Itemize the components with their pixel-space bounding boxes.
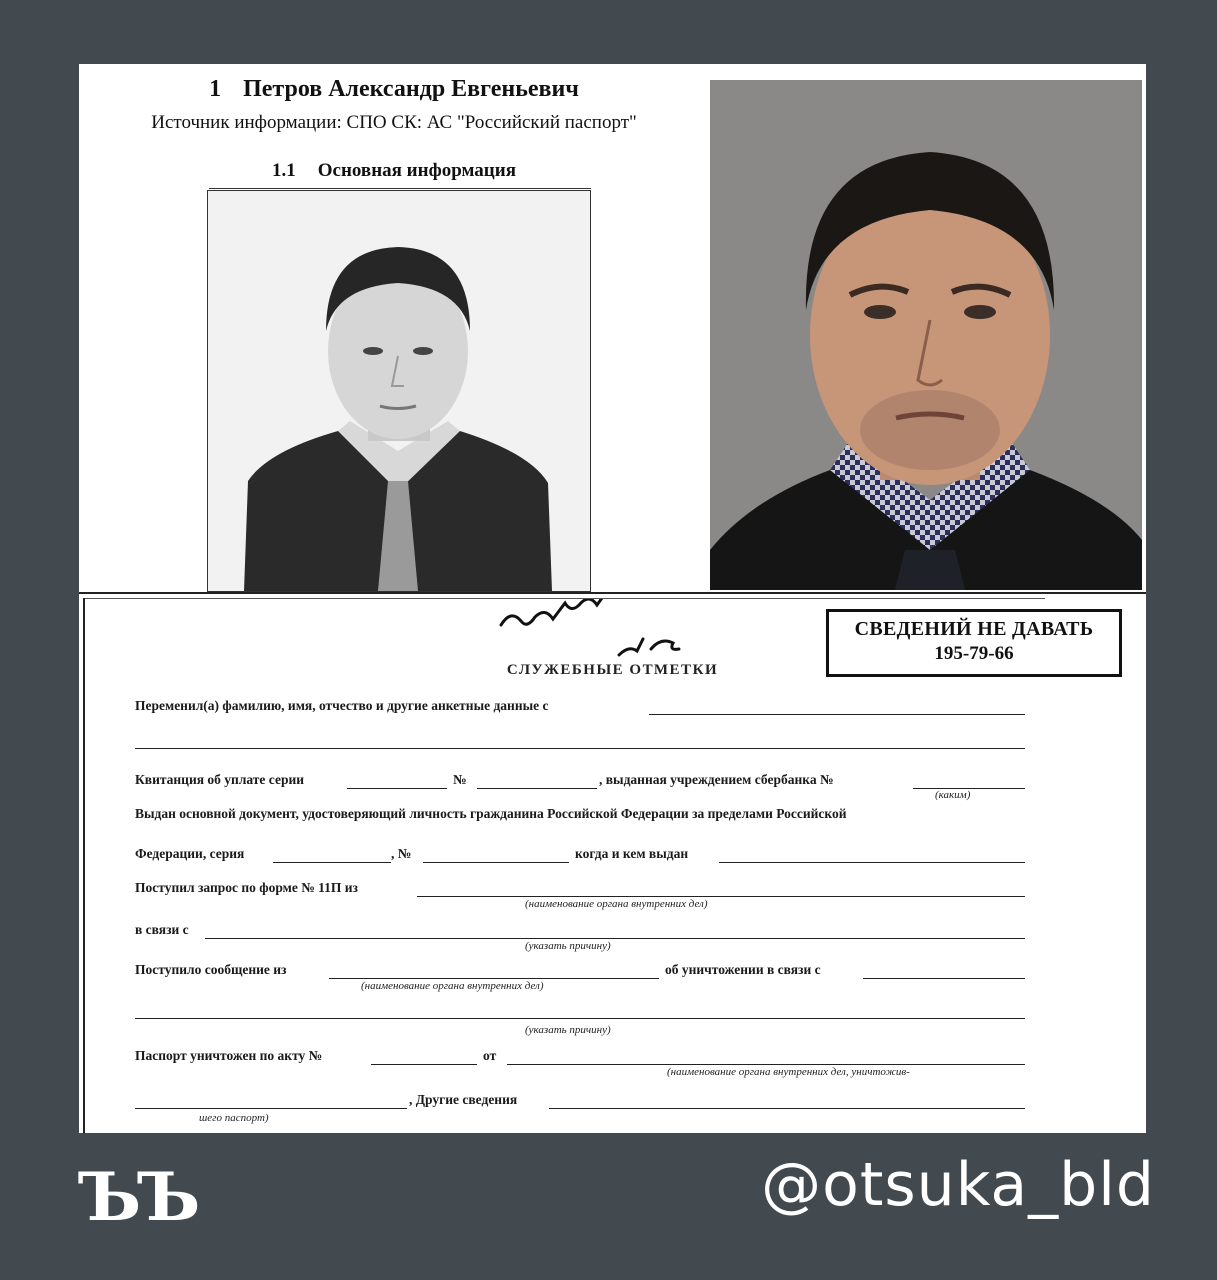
other-field[interactable] xyxy=(549,1108,1025,1109)
person-name: Петров Александр Евгеньевич xyxy=(243,76,579,102)
reason-hint: (указать причину) xyxy=(525,940,611,952)
other-org-field[interactable] xyxy=(135,1108,407,1109)
request-hint: (наименование органа внутренних дел) xyxy=(525,898,708,910)
destroyed-act-field[interactable] xyxy=(371,1064,477,1065)
section-number: 1.1 xyxy=(272,160,296,181)
issued-number-field[interactable] xyxy=(423,862,569,863)
receipt-series-field[interactable] xyxy=(347,788,447,789)
other-hint: шего паспорт) xyxy=(199,1112,269,1124)
changed-name-label: Переменил(а) фамилию, имя, отчество и другие анкетные данные с xyxy=(135,698,549,713)
destroyed-date-field[interactable] xyxy=(507,1064,1025,1065)
publisher-logo: ЪЪ xyxy=(78,1158,197,1236)
other-label: , Другие сведения xyxy=(409,1092,518,1107)
stamp-number: 195-79-66 xyxy=(934,643,1014,664)
receipt-bank-label: , выданная учреждением сбербанка № xyxy=(599,772,834,787)
document-sheet xyxy=(79,64,1146,1133)
passport-photo xyxy=(207,190,591,592)
reason-field[interactable] xyxy=(205,938,1025,939)
receipt-label: Квитанция об уплате серии xyxy=(135,772,305,787)
info-source: Источник информации: СПО СК: АС "Российский паспорт" xyxy=(151,112,637,133)
reason-label: в связи с xyxy=(135,922,189,937)
issued-series-field[interactable] xyxy=(273,862,391,863)
receipt-hint: (каким) xyxy=(935,789,971,801)
portrait-photo xyxy=(710,80,1142,590)
issued-series-label: Федерации, серия xyxy=(135,846,245,861)
destroyed-label: Паспорт уничтожен по акту № xyxy=(135,1048,323,1063)
section-rule xyxy=(209,188,591,189)
destroyed-date-label: от xyxy=(483,1048,497,1063)
message-from-field[interactable] xyxy=(329,978,659,979)
changed-name-field-2[interactable] xyxy=(135,748,1025,749)
message-reason-field-2[interactable] xyxy=(135,1018,1025,1019)
stamp-text: СВЕДЕНИЙ НЕ ДАВАТЬ xyxy=(854,618,1094,640)
message-label: Поступило сообщение из xyxy=(135,962,287,977)
message-reason-field[interactable] xyxy=(863,978,1025,979)
record-title xyxy=(79,76,709,103)
record-number: 1 xyxy=(209,76,222,102)
section-heading xyxy=(79,160,709,182)
section-title: Основная информация xyxy=(317,160,516,181)
issued-by-label: когда и кем выдан xyxy=(575,846,689,861)
message-destroy-label: об уничтожении в связи с xyxy=(665,962,821,977)
request-label: Поступил запрос по форме № 11П из xyxy=(135,880,358,895)
author-handle: @otsuka_bld xyxy=(761,1150,1155,1220)
message-reason-hint: (указать причину) xyxy=(525,1024,611,1036)
destroyed-hint: (наименование органа внутренних дел, уничтожив- xyxy=(667,1066,910,1078)
handwritten-note xyxy=(479,599,779,659)
issued-label-1: Выдан основной документ, удостоверяющий личность гражданина Российской Федерации за пределами Российской xyxy=(135,806,847,821)
form-heading: СЛУЖЕБНЫЕ ОТМЕТКИ xyxy=(506,662,719,678)
receipt-no-label: № xyxy=(453,772,467,787)
issued-no-label: , № xyxy=(391,846,412,861)
message-hint: (наименование органа внутренних дел) xyxy=(361,980,544,992)
issued-by-field[interactable] xyxy=(719,862,1025,863)
changed-name-field[interactable] xyxy=(649,714,1025,715)
page-divider xyxy=(79,592,1146,594)
receipt-number-field[interactable] xyxy=(477,788,597,789)
request-field[interactable] xyxy=(417,896,1025,897)
